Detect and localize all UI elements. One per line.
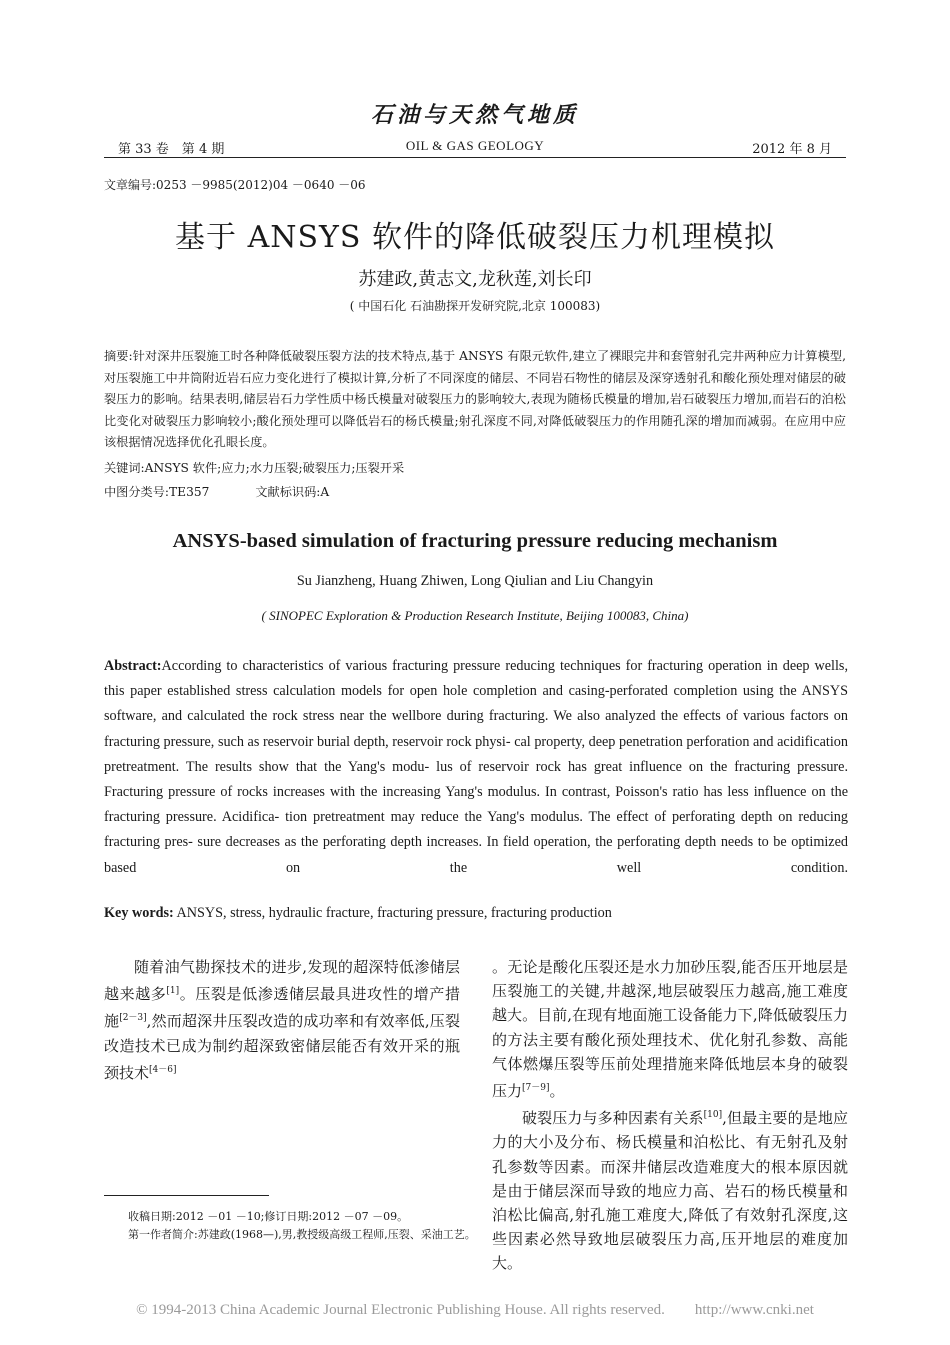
journal-logo: 石油与天然气地质: [370, 102, 579, 128]
footnote-divider: [104, 1195, 269, 1196]
keywords-en-label: Key words:: [104, 905, 174, 921]
citation: [1]: [166, 986, 180, 997]
authors-en: Su Jianzheng, Huang Zhiwen, Long Qiulian and Liu Changyin: [296, 573, 654, 589]
body-paragraph-1-continued: 。无论是酸化压裂还是水力加砂压裂,能否压开地层是压裂施工的关键,井越深,地层破裂压力越高,施工难度越大。目前,在现有地面施工设备能力下,降低破裂压力的方法主要有酸化预处理技术、优化射孔参数、高能气体燃爆压裂等压前处理措施来降低地层本身的破裂压力[7－9]。: [492, 958, 848, 1101]
keywords-en-text: ANSYS, stress, hydraulic fracture, fracturing pressure, fracturing production: [176, 905, 612, 921]
article-number: 文章编号:0253 －9985(2012)04 －0640 －06: [104, 178, 366, 192]
body-paragraph-2: 破裂压力与多种因素有关系[10],但最主要的是地应力的大小及分布、杨氏模量和泊松比、有无射孔及射孔参数等因素。而深井储层改造难度大的根本原因就是由于储层深而导致的地应力高、岩石的杨氏模量和泊松比偏高,射孔施工难度大,降低了有效射孔深度,这些因素必然导致地层破裂压力高,压开地层的难度加大。: [492, 1109, 848, 1273]
body-column-left: [104, 955, 460, 1085]
citation: [2－3]: [119, 1013, 147, 1024]
body-column-right: [492, 955, 848, 1276]
clc-number: 中图分类号:TE357: [104, 485, 210, 499]
citation: [7－9]: [522, 1083, 550, 1094]
abstract-zh: 摘要:针对深井压裂施工时各种降低破裂压裂方法的技术特点,基于 ANSYS 有限元软件,建立了裸眼完井和套管射孔完井两种应力计算模型,对压裂施工中井筒附近岩石应力变化进行了模拟计算,分析了不同深度的储层、不同岩石物性的储层及深穿透射孔和酸化预处理对储层的破裂压力的影响。结果表明,储层岩石力学性质中杨氏模量对破裂压力的影响较大,表现为随杨氏模量的增加,岩石破裂压力增加,而岩石的泊松比变化对破裂压力影响较小;酸化预处理可以降低岩石的杨氏模量;射孔深度不同,对降低破裂压力的作用随孔深的增加而减弱。在应用中应该根据情况选择优化孔眼长度。: [104, 349, 846, 450]
keywords-zh: 关键词:ANSYS 软件;应力;水力压裂;破裂压力;压裂开采: [104, 461, 405, 475]
classification-line: [104, 483, 329, 500]
citation: [4－6]: [149, 1064, 177, 1075]
footnote-author: 第一作者简介:苏建政(1968—),男,教授级高级工程师,压裂、采油工艺。: [128, 1228, 476, 1241]
document-code: 文献标识码:A: [255, 485, 330, 499]
copyright-notice: © 1994-2013 China Academic Journal Electronic Publishing House. All rights reserved. http://www.cnki.net: [136, 1302, 814, 1318]
abstract-en: [104, 654, 848, 881]
authors-zh: 苏建政,黄志文,龙秋莲,刘长印: [358, 269, 592, 290]
page-title-zh: 基于 ANSYS 软件的降低破裂压力机理模拟: [175, 220, 775, 255]
volume-issue: 第 33 卷 第 4 期: [118, 142, 225, 157]
footnote-received: 收稿日期:2012 －01 －10;修订日期:2012 －07 －09。: [128, 1210, 409, 1223]
affiliation-en: ( SINOPEC Exploration & Production Research Institute, Beijing 100083, China): [261, 608, 689, 623]
publication-date: 2012 年 8 月: [752, 142, 832, 157]
page-title-en: ANSYS-based simulation of fracturing pressure reducing mechanism: [172, 530, 778, 552]
abstract-en-text: According to characteristics of various fracturing pressure reducing techniques for fracturing operation in deep wells, this paper established stress calculation models for open hole completion and casing-perforated completion using the ANSYS software, and calculated the rock stress near the wellbore during fracturing. We also analyzed the effects of various factors on fracturing pressure, such as reservoir burial depth, reservoir rock physi- cal property, deep penetration perforation and acidification pretreatment. The results show that the Yang's modu- lus of reservoir rock has great influence on the fracturing pressure. Fracturing pressure of rocks increases with the increasing Yang's modulus. In contrast, Poisson's ratio has less influence on the fracturing pressure. Acidifica- tion pretreatment may reduce the Yang's modulus. The effect of perforating depth on reducing fracturing pres- sure decreases as the perforating depth increases. In field operation, the perforating depth needs to be optimized based on the well condition.: [104, 658, 848, 876]
journal-name-en: OIL & GAS GEOLOGY: [405, 138, 545, 153]
affiliation-zh: ( 中国石化 石油勘探开发研究院,北京 100083): [349, 299, 601, 313]
keywords-en: [104, 905, 612, 922]
citation: [10]: [703, 1110, 723, 1121]
abstract-en-label: Abstract:: [104, 658, 162, 674]
header-divider: [104, 157, 846, 158]
body-paragraph-1: 随着油气勘探技术的进步,发现的超深特低渗储层越来越多[1]。压裂是低渗透储层最具进攻性的增产措施[2－3],然而超深井压裂改造的成功率和有效率低,压裂改造技术已成为制约超深致密储层能否有效开采的瓶颈技术[4－6]: [104, 958, 460, 1082]
